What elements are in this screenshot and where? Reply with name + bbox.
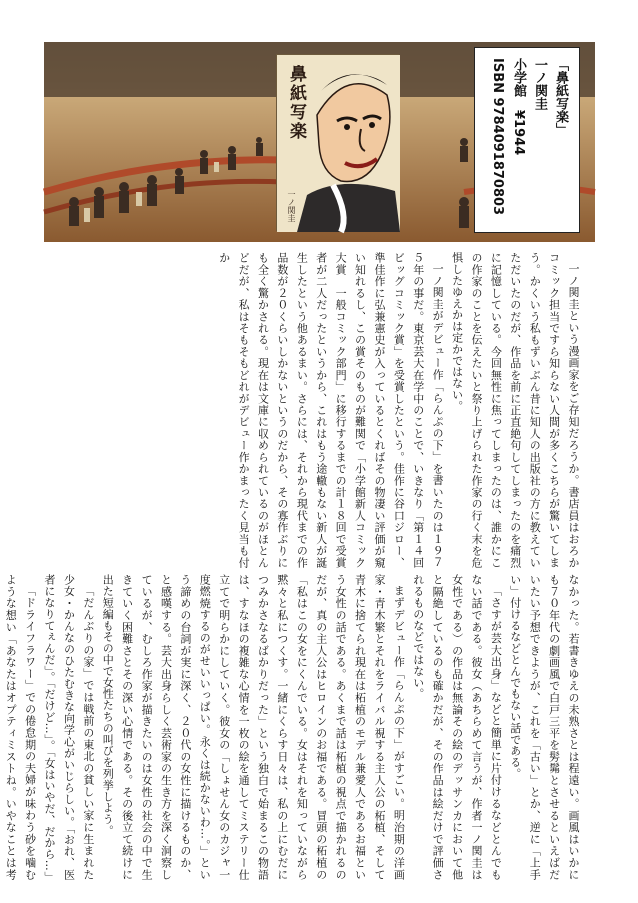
paragraph: まずデビュー作「らんぷの下」がすごい。明治期の洋画家・青木繁とそれをライバル視する主人公の柘植、そして青木に捨てられ現在は柘植のモデル兼愛人であるお福という女性の話である。あくまで話は柘植の視点で描かれるのだが、真の主人公はヒロインのお福である。冒頭の柘植の「私はこの女をにくんでいる。女はそれを知っていながら黙々と私につくす。一緒にくらす日々は、私の上にむだにつみかさなるばかりだった」という独白で始まるこの物語は、すなほの複雑な心情を一枚の絵を通してミステリー仕立てで明らかにしていく。彼女の「しょせん女のカジャ一度燃焼するのがせいいっぱい。永くは続かないわ…。」という諦めの台詞が実に深く、２０代の女性に描けるものか、と感嘆する。芸大出身らしく芸術家の生き方を深く洞察しているが、むしろ作家が描きたいのは女性の社会の中で生きていく困難さとその深い心情である。その後立て続けに出た短編もその中で女性たちの叫びを列挙しよう。 — [101, 574, 406, 880]
caption-author: 一ノ関圭 — [532, 58, 547, 110]
paragraph: 一ノ関圭がデビュー作「らんぷの下」を書いたのは１９７５年の事だ。東京芸大在学中のことで、いきなり「第１４回ビッグコミック賞」を受賞したという。佳作に谷口ジロー、準佳作に弘兼憲史が入っているとくればその物凄い評価が窺い知れるし、この賞そのものが難関で「小学館新人コミック大賞 一般コミック部門」に移行するまでの計１８回で受賞者が二人だったというから、これはもう途轍もない新人が誕生したという他あるまい。さらには、それから現代までの作品数が２０くらいしかないというのだから、その寡作ぶりにも全く驚かされる。現在は文庫に収められているのがほとんどだが、私はそもそもどれがデビュー作かまったく見当も付か — [217, 252, 445, 568]
paragraph: 「さすが芸大出身」などと簡単に片付けるなどとんでもない話である。彼女（あちらめて言うが、作者一ノ関圭は女性である）の作品は無論その絵のデッサンカにおいて他と隔絶しているのも確かだが、その作品は絵だけで評価されるものなどではない。 — [411, 574, 503, 880]
article-tier-upper — [56, 252, 583, 568]
caption-publisher-price: 小学館 ¥1944 — [511, 58, 526, 156]
paragraph: 一ノ関圭という漫画家をご存知だろうか。書店員はおろかコミック担当ですら知らない人間が多くこちらが驚いてしまう。かくいう私もずいぶん昔に知人の出版社の方に教えていただいたのだが、作品を前に正直絶句してしまったのを痛烈に記憶している。今回無性に焦ってしまったのは、誰かにこの作家のことを伝えたいと祭り上げられた作家の行く末を危惧したゆえかは定かではない。 — [450, 252, 580, 568]
caption-isbn: ISBN 9784091870803 — [490, 58, 505, 216]
cover-title: 鼻紙写楽 — [286, 65, 306, 141]
book-caption — [474, 47, 580, 233]
article-tier-lower — [4, 574, 583, 883]
paragraph: 「ドライフラワー」での倦怠期の夫婦が味わう砂を噛むような想い「あなたはオプティミストね。いやなことは考 — [4, 574, 37, 880]
paragraph: 「だんぶりの家」では戦前の東北の貧しい家に生まれた少女・かんなのひたむきな向学心がいじらしい。「おれ、医者になりてぇんだ」。「だけど…」。「女はいやだ、だから…」 — [43, 574, 95, 883]
cover-author: 一ノ関圭 — [287, 190, 296, 222]
caption-title: 「鼻紙写楽」 — [553, 58, 568, 136]
book-cover — [276, 54, 399, 231]
paragraph: なかった。若書きゆえの未熟さとは程遠い。画風はいかにも７０年代の劇画風で白戸三平を髣髴とさせるといえばだいたい予想できようが、これを「古い」とか、逆に「上手い」付けるなどとんでもない話である。 — [508, 574, 580, 880]
